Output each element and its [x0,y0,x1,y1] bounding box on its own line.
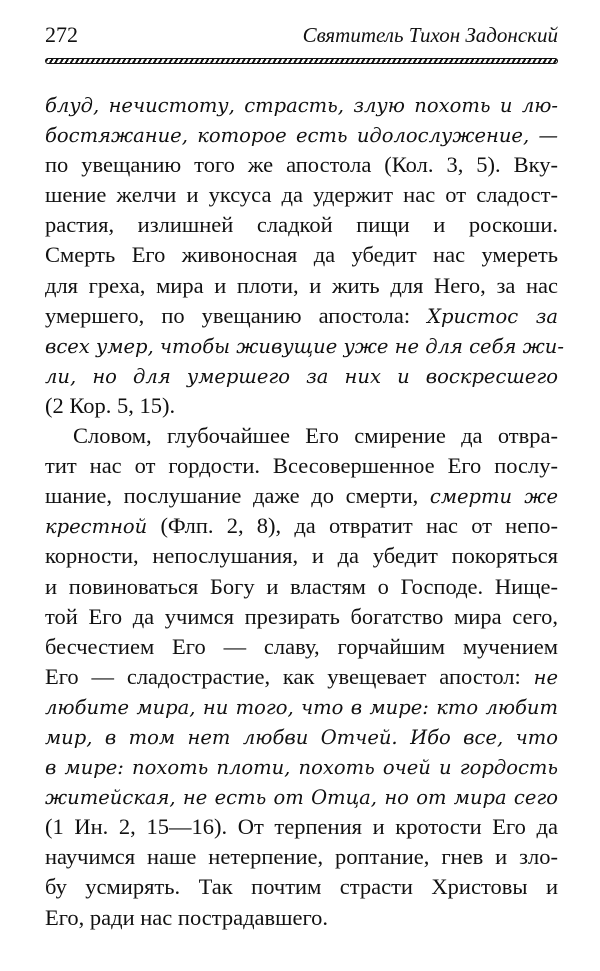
text-line [45,602,558,632]
text-line [45,150,558,180]
text-line [45,210,558,240]
text-line [45,782,558,812]
text-segment: (Флп. 2, 8), да отвратит нас от непо- [147,513,558,539]
text-segment: (1 Ин. 2, 15—16). От терпения и кротости Его да [45,814,558,840]
text-line [45,662,558,692]
text-segment: Его — сладострастие, как увещевает апостол: [45,663,534,689]
text-line [45,903,558,933]
text-line [45,451,558,481]
text-segment: умершего, по увещанию апостола: [45,302,428,328]
text-segment: для греха, мира и плоти, и жить для Него, за нас [45,272,558,298]
text-segment: растия, излишней сладкой пищи и роскоши. [45,212,558,238]
text-line [45,692,558,722]
text-segment: бесчестием Его — славу, горчайшим мучением [45,633,558,659]
text-segment: (2 Кор. 5, 15). [45,392,176,418]
text-line [45,271,558,301]
italic-quote: бостяжание, которое есть идолослужение, — [45,124,558,148]
italic-quote: Христос за [427,304,558,328]
text-line [45,632,558,662]
text-segment: научимся наше нетерпение, роптание, гнев и зло- [45,844,558,870]
text-segment: Словом, глубочайшее Его смирение да отвра- [73,423,558,449]
text-line [45,240,558,270]
text-segment: Его, ради нас пострадавшего. [45,904,328,930]
text-line [45,842,558,872]
text-segment: по увещанию того же апостола (Кол. 3, 5). Вку- [45,152,558,178]
text-line [45,481,558,511]
text-segment: тит нас от гордости. Всесовершенное Его послу- [45,453,558,479]
text-line [45,722,558,752]
italic-quote: не [533,665,558,689]
italic-quote: мир, в том нет любви Отчей. Ибо все, что [45,725,558,749]
italic-quote: ли, но для умершего за них и воскресшего [45,364,558,388]
text-line [45,180,558,210]
italic-quote: в мире: похоть плоти, похоть очей и гордость [45,756,558,780]
rope-divider [45,58,558,64]
italic-quote: смерти же [429,485,558,509]
text-line [45,301,558,331]
text-line [45,421,558,451]
text-line [45,331,564,361]
italic-quote: блуд, нечистоту, страсть, злую похоть и лю- [45,94,558,117]
page-header [45,22,558,48]
text-segment: и повиноваться Богу и властям о Господе. Нище- [45,573,558,599]
page-number: 272 [45,22,78,47]
text-segment: шение желчи и уксуса да удержит нас от сладост- [45,182,558,208]
text-segment: той Его да учимся презирать богатство мира сего, [45,603,558,629]
text-segment: шание, послушание даже до смерти, [45,483,430,509]
italic-quote: крестной [45,515,148,539]
text-line [45,872,558,902]
text-line [45,511,558,541]
text-line [45,90,558,120]
text-line [45,391,558,421]
italic-quote: житейская, не есть от Отца, но от мира сего [45,786,558,810]
text-segment: бу усмирять. Так почтим страсти Христовы и [45,874,558,900]
text-line [45,541,558,571]
text-segment: корности, непослушания, и да убедит покоряться [45,543,558,569]
text-line [45,361,558,391]
body-text [45,90,564,933]
running-title: Святитель Тихон Задонский [302,23,558,47]
text-line [45,812,558,842]
italic-quote: любите мира, ни того, что в мире: кто любит [45,695,558,719]
text-segment: Смерть Его живоносная да убедит нас умереть [45,242,558,268]
text-line [45,752,558,782]
text-line [45,572,558,602]
italic-quote: всех умер, чтобы живущие уже не для себя жи- [45,334,564,358]
text-line [45,120,558,150]
